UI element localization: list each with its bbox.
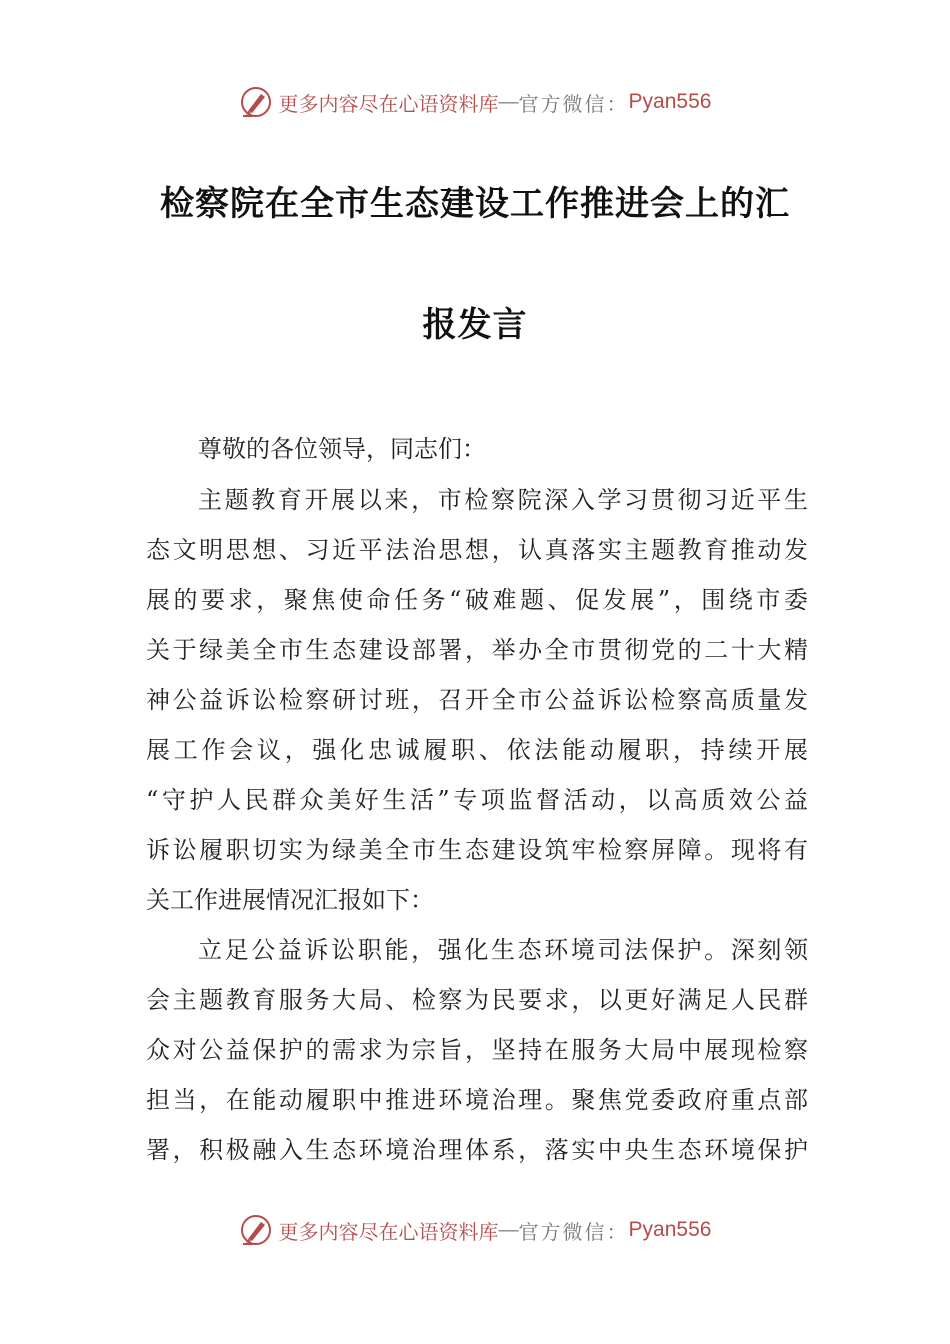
body-line: 主题教育开展以来，市检察院深入学习贯彻习近平生 (198, 486, 808, 514)
body-line: 展工作会议，强化忠诚履职、依法能动履职，持续开展 (146, 736, 808, 764)
document-title-line-2: 报发言 (422, 305, 528, 345)
pen-nib-circle-icon (239, 85, 273, 119)
document-title-line-1: 检察院在全市生态建设工作推进会上的汇 (160, 184, 790, 224)
watermark-wechat-id: Pyan556 (628, 90, 712, 113)
body-line: 署，积极融入生态环境治理体系，落实中央生态环境保护 (146, 1136, 808, 1164)
watermark-main-text: 更多内容尽在心语资料库 (278, 91, 499, 116)
pen-nib-circle-icon (239, 1213, 273, 1247)
header-watermark (0, 82, 950, 122)
body-line: 诉讼履职切实为绿美全市生态建设筑牢检察屏障。现将有 (146, 836, 808, 864)
body-line: 态文明思想、习近平法治思想，认真落实主题教育推动发 (146, 536, 808, 564)
watermark-wechat-id: Pyan556 (628, 1218, 712, 1241)
body-line: 立足公益诉讼职能，强化生态环境司法保护。深刻领 (198, 936, 808, 964)
watermark-official-label: 官方微信： (518, 1219, 629, 1244)
body-line: 众对公益保护的需求为宗旨，坚持在服务大局中展现检察 (146, 1036, 808, 1064)
body-line: 关于绿美全市生态建设部署，举办全市贯彻党的二十大精 (146, 636, 808, 664)
watermark-dash: — (498, 90, 519, 113)
watermark-dash: — (498, 1218, 519, 1241)
watermark-official-label: 官方微信： (518, 91, 629, 116)
body-line: 尊敬的各位领导，同志们： (198, 435, 486, 463)
body-line: 展的要求，聚焦使命任务“破难题、促发展”，围绕市委 (146, 586, 808, 614)
body-line: “守护人民群众美好生活”专项监督活动，以高质效公益 (146, 786, 808, 814)
footer-watermark (0, 1210, 950, 1250)
watermark-main-text: 更多内容尽在心语资料库 (278, 1219, 499, 1244)
body-line: 会主题教育服务大局、检察为民要求，以更好满足人民群 (146, 986, 808, 1014)
body-line: 关工作进展情况汇报如下： (146, 886, 434, 914)
body-line: 神公益诉讼检察研讨班，召开全市公益诉讼检察高质量发 (146, 686, 808, 714)
body-line: 担当，在能动履职中推进环境治理。聚焦党委政府重点部 (146, 1086, 808, 1114)
